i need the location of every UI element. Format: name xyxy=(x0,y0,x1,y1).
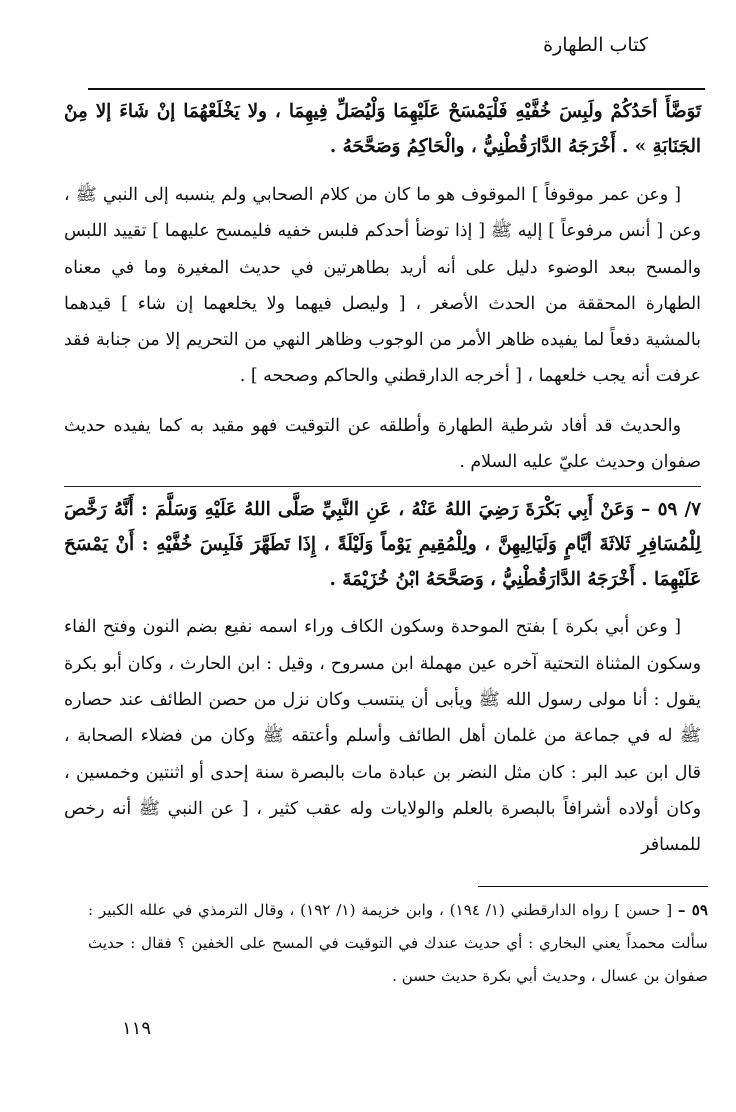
hadith-number: ٧/ ٥٩ xyxy=(657,499,701,521)
section-divider xyxy=(64,486,701,487)
commentary-paragraph: [ وعن أبي بكرة ] بفتح الموحدة وسكون الكاف وراء اسمه نفيع بضم النون وفتح الفاء وسكون المثناة التحتية آخره عين مهملة ابن مسروح ، وقيل : ابن الحارث ، وكان أبو بكرة يقول : أنا مولى رسول الله ﷺ ويأبى أن ينتسب وكان نزل من حصن الطائف عند حصاره ﷺ له في جماعة من غلمان أهل الطائف وأسلم وأعتقه ﷺ وكان من فضلاء الصحابة ، قال ابن عبد البر : كان مثل النضر بن عبادة مات بالبصرة سنة إحدى أو اثنتين وخمسين ، وكان أولاده أشرافاً بالبصرة بالعلم والولايات وله عقب كثير ، [ عن النبي ﷺ أنه رخص للمسافر xyxy=(64,617,701,856)
footnote-rule xyxy=(478,886,708,887)
running-title: كتاب الطهارة xyxy=(543,34,648,56)
commentary-paragraph: [ وعن عمر موقوفاً ] الموقوف هو ما كان من كلام الصحابي ولم ينسبه إلى النبي ﷺ ، وعن [ أنس مرفوعاً ] إليه ﷺ [ إذا توضأ أحدكم فلبس خفيه فليمسح عليهما ] تقييد اللبس والمسح ببعد الوضوء دليل على أنه أريد بطاهرتين في حديث المغيرة وما في معناه الطهارة المحققة من الحدث الأصغر ، [ وليصل فيهما ولا يخلعهما إن شاء ] قيدهما بالمشية دفعاً لما يفيده ظاهر الأمر من الوجوب وظاهر النهي من التحريم إلا من جنابة فقد عرفت أنه يجب خلعهما ، [ أخرجه الدارقطني والحاكم وصححه ] . xyxy=(64,185,701,387)
footnote-text: [ حسن ] رواه الدارقطني (١/ ١٩٤) ، وابن خزيمة (١/ ١٩٢) ، وقال الترمذي في علله الكبير : سألت محمداً يعني البخاري : أي حديث عندك في التوقيت في المسح على الخفين ؟ فقال : حديث صفوان بن عسال ، وحديث أبي بكرة حديث حسن . xyxy=(88,901,708,985)
hadith-dash: – xyxy=(641,499,651,521)
footnote-number: ٥٩ – xyxy=(677,901,709,919)
hadith-text: تَوَضَّأَ أحَدُكُمْ ولَبِسَ خُفَّيْهِ فَلْيَمْسَحْ عَلَيْهِمَا وَلْيُصَلِّ فِيهِمَا ، ولا يَخْلَعْهُمَا إنْ شَاءَ إلا مِنْ الجَنَابَةِ » . أَخْرَجَهُ الدَّارَقُطْنِيُّ ، والْحَاكِمُ وَصَحَّحَهُ . xyxy=(64,101,701,157)
header-rule xyxy=(88,88,705,90)
commentary-paragraph: والحديث قد أفاد شرطية الطهارة وأطلقه عن التوقيت فهو مقيد به كما يفيده حديث صفوان وحديث عليّ عليه السلام . xyxy=(64,415,701,473)
hadith-text xyxy=(64,492,701,597)
hadith-body: وَعَنْ أَبِي بَكْرَةَ رَضِيَ اللهُ عَنْهُ ، عَنِ النَّبِيِّ صَلَّى اللهُ عَلَيْهِ وَسَلَّمَ : أَنَّهُ رَخَّصَ لِلْمُسَافِرِ ثَلاثَةَ أيَّامٍ وَلَيَالِيهِنَّ ، ولِلْمُقِيمِ يَوْماً وَلَيْلَةً ، إِذَا تَطَهَّرَ فَلَبِسَ خُفَّيْهِ : أَنْ يَمْسَحَ عَلَيْهِمَا . أَخْرَجَهُ الدَّارَقُطْنِيُّ ، وَصَحَّحَهُ ابْنُ خُزَيْمَةَ . xyxy=(64,499,701,591)
footnote xyxy=(88,894,708,993)
main-text xyxy=(64,94,701,863)
page-number: ١١٩ xyxy=(122,1018,152,1039)
